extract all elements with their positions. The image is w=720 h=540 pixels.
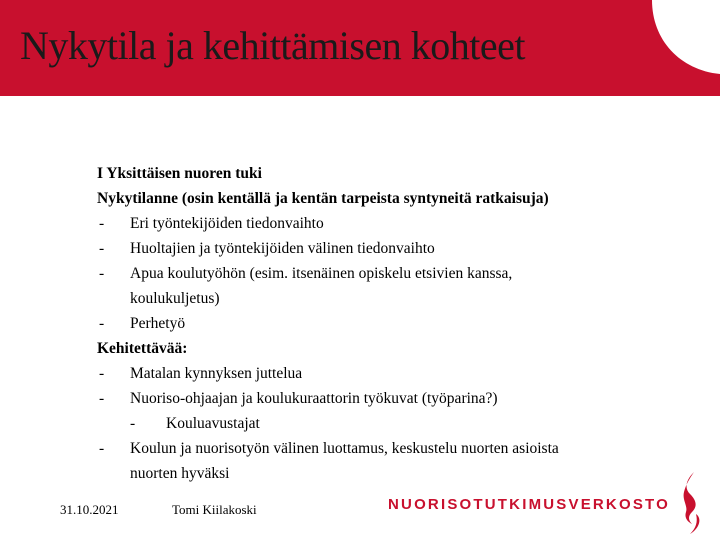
list-item <box>97 361 657 386</box>
list-item-text: Matalan kynnyksen juttelua <box>130 365 303 382</box>
section-heading: I Yksittäisen nuoren tuki <box>97 165 262 182</box>
list-item <box>97 311 657 336</box>
current-state-label-text: Nykytilanne (osin kentällä ja kentän tarpeista syntyneitä ratkaisuja) <box>97 190 549 207</box>
list-item <box>97 236 657 261</box>
slide-content <box>97 161 657 486</box>
bullet-dash: - <box>130 415 136 432</box>
list-item-text: Kouluavustajat <box>166 415 260 432</box>
header-banner <box>0 0 720 96</box>
sub-list-item <box>97 411 657 436</box>
bullet-dash: - <box>99 215 105 232</box>
develop-label: Kehitettävää: <box>97 340 188 357</box>
list-item <box>97 386 657 411</box>
footer-author: Tomi Kiilakoski <box>172 502 257 517</box>
list-item <box>97 211 657 236</box>
organization-logo-icon <box>676 470 706 538</box>
current-state-label <box>97 186 657 211</box>
list-item-text: Huoltajien ja työntekijöiden välinen tiedonvaihto <box>130 240 435 257</box>
list-item <box>97 436 657 461</box>
list-item <box>97 261 657 286</box>
list-item-continuation <box>97 286 657 311</box>
bullet-dash: - <box>99 390 105 407</box>
bullet-dash: - <box>99 240 105 257</box>
bullet-dash: - <box>99 365 105 382</box>
list-item-text: Eri työntekijöiden tiedonvaihto <box>130 215 324 232</box>
list-item-text: Nuoriso-ohjaajan ja koulukuraattorin työkuvat (työparina?) <box>130 390 498 407</box>
slide-title: Nykytila ja kehittämisen kohteet <box>20 23 525 68</box>
list-item-text: Apua koulutyöhön (esim. itsenäinen opiskelu etsivien kanssa, <box>130 265 513 282</box>
bullet-dash: - <box>99 265 105 282</box>
list-item-text: nuorten hyväksi <box>130 465 230 482</box>
list-item-text: Koulun ja nuorisotyön välinen luottamus, keskustelu nuorten asioista <box>130 440 559 457</box>
list-item-text: Perhetyö <box>130 315 186 332</box>
list-item-continuation <box>97 461 657 486</box>
bullet-dash: - <box>99 315 105 332</box>
bullet-dash: - <box>99 440 105 457</box>
organization-logo-text: NUORISOTUTKIMUSVERKOSTO <box>388 496 671 513</box>
footer-date: 31.10.2021 <box>60 502 119 517</box>
list-item-text: koulukuljetus) <box>130 290 220 307</box>
